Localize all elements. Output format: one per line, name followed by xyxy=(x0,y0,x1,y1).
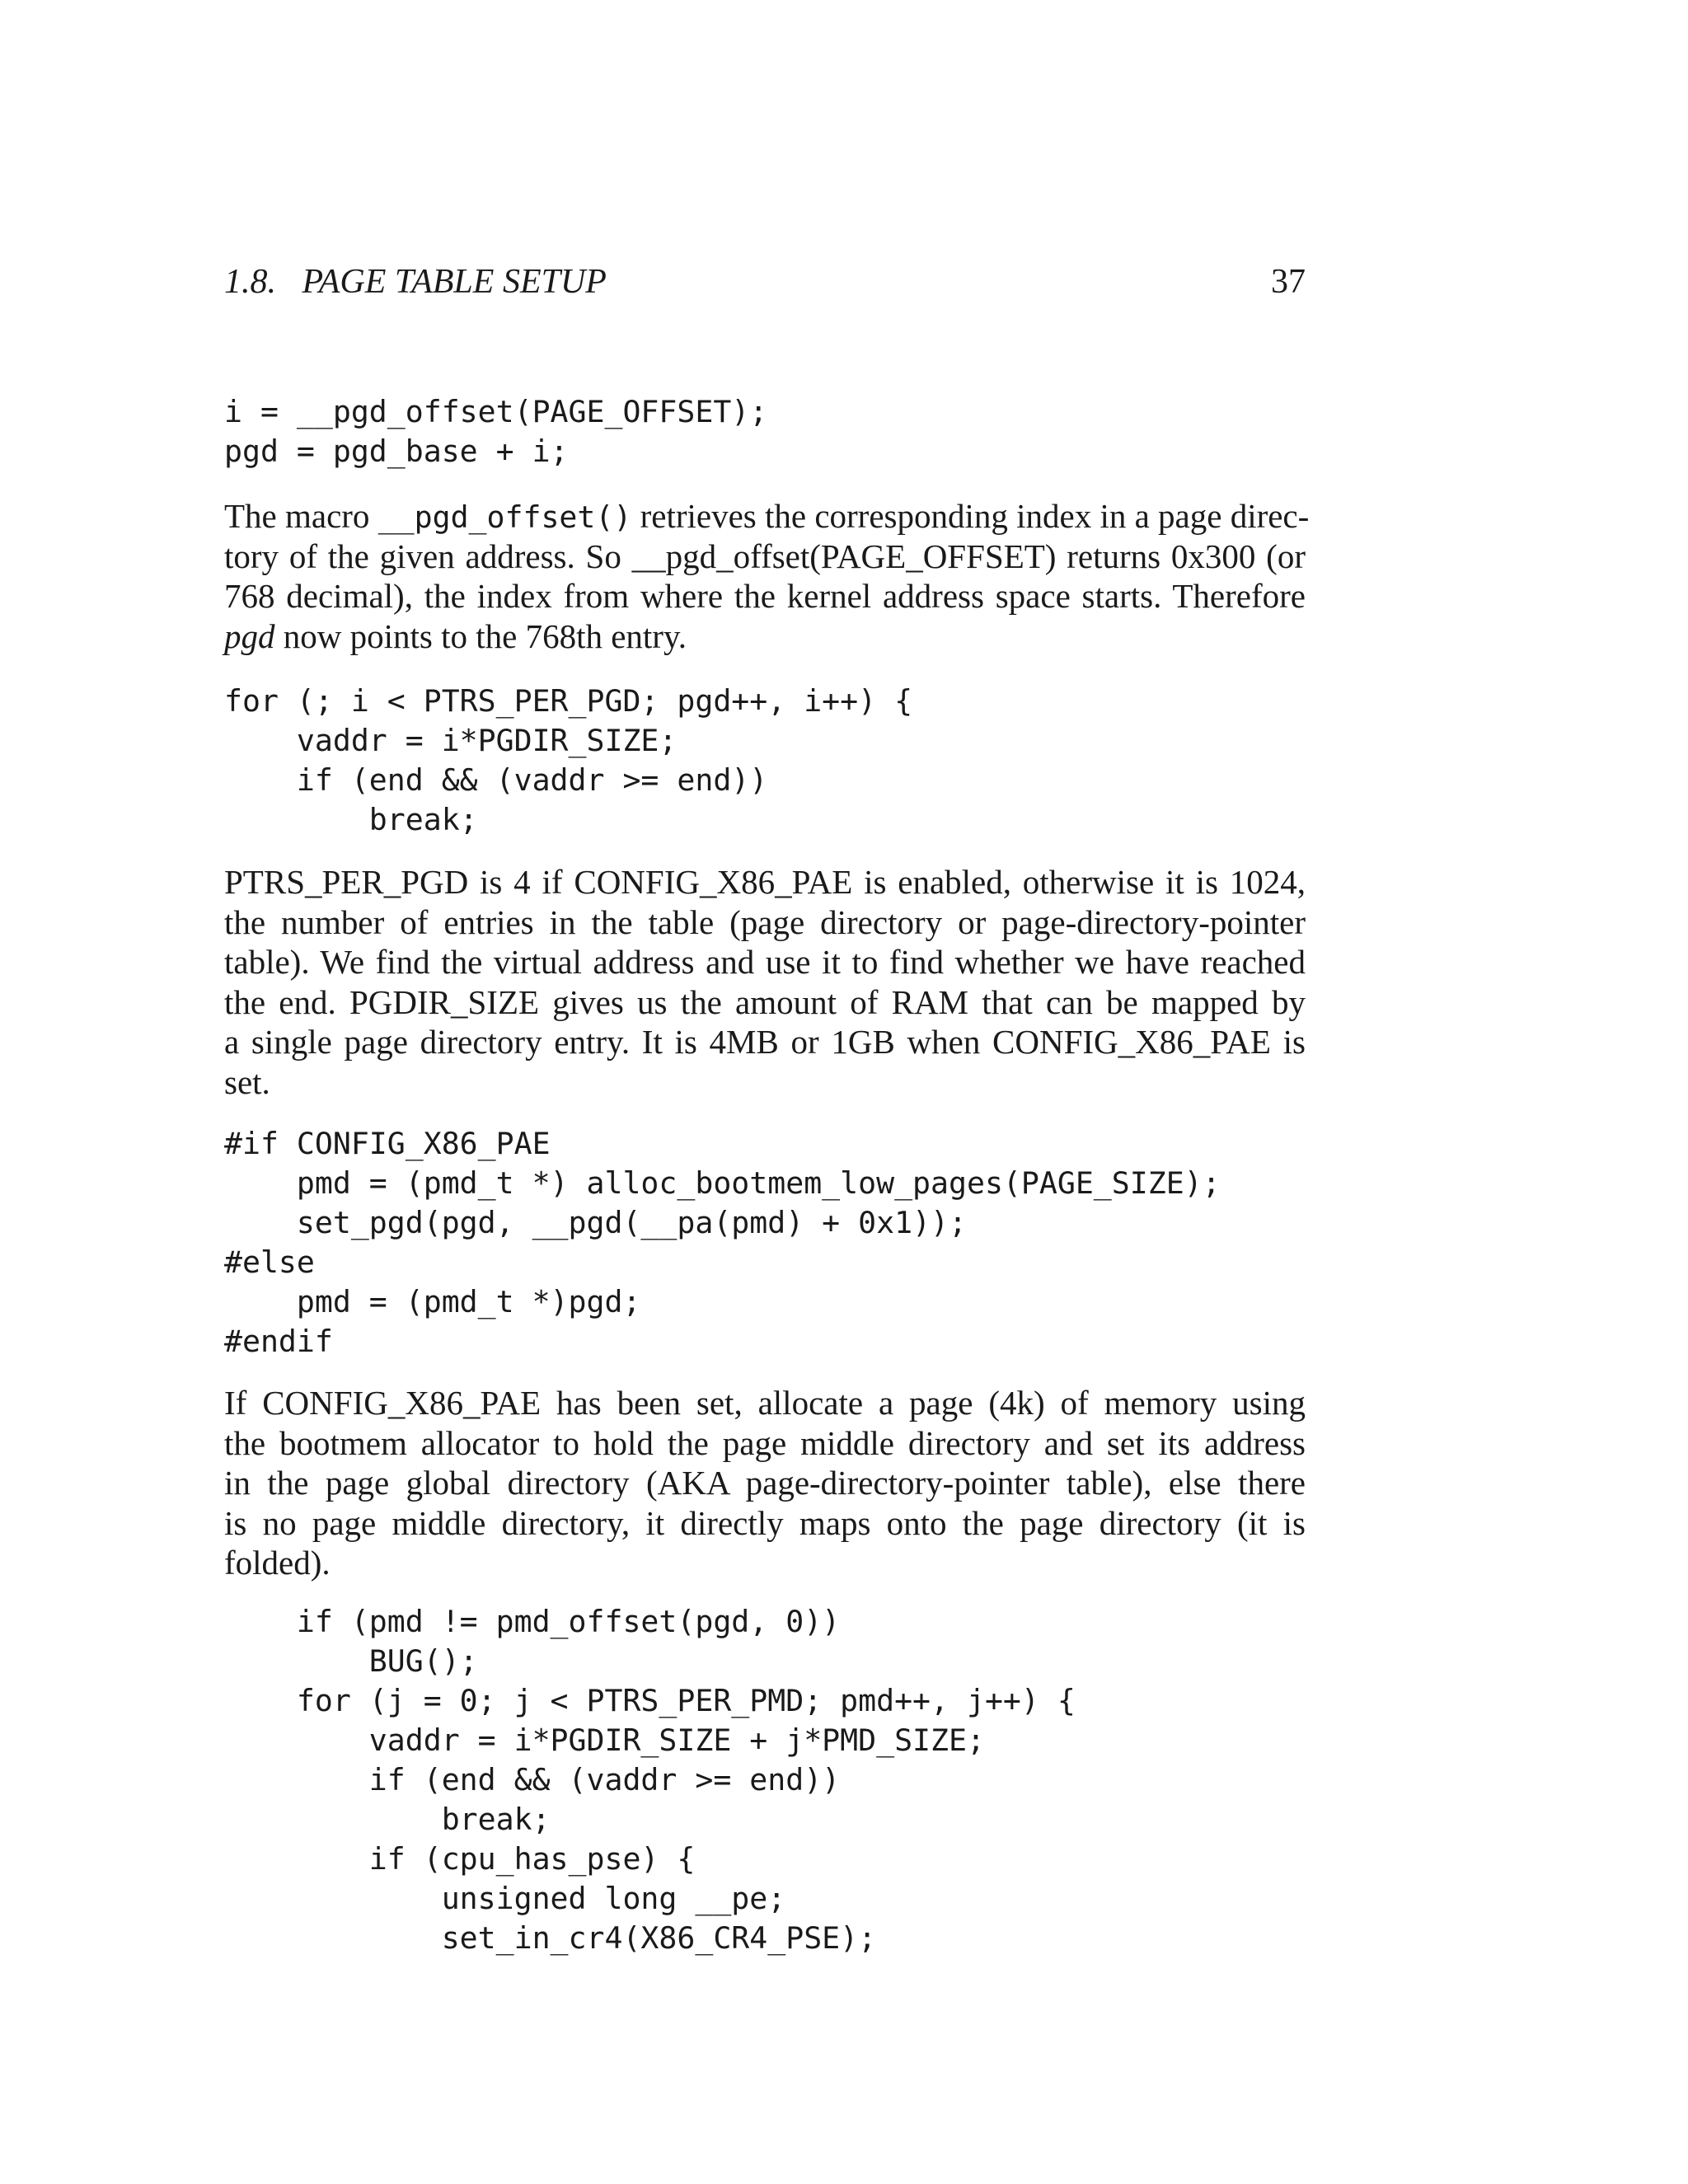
paragraph-line: table). We find the virtual address and use it to find whether we have reached xyxy=(224,943,1306,981)
paragraph-line: the bootmem allocator to hold the page middle directory and set its address xyxy=(224,1423,1306,1462)
code-block-pae-ifdef: #if CONFIG_X86_PAE pmd = (pmd_t *) alloc_bootmem_low_pages(PAGE_SIZE); set_pgd(pgd, __pgd(__pa(pmd) + 0x1)); #else pmd = (pmd_t *)pgd; #endif xyxy=(224,1126,1221,1359)
paragraph-line: PTRS_PER_PGD is 4 if CONFIG_X86_PAE is enabled, otherwise it is 1024, xyxy=(224,863,1306,901)
text-run: The macro xyxy=(224,497,378,535)
paragraph-line: the end. PGDIR_SIZE gives us the amount of RAM that can be mapped by xyxy=(224,982,1306,1021)
text-run: retrieves the corresponding index in a page direc- xyxy=(631,497,1310,535)
paragraph-line: If CONFIG_X86_PAE has been set, allocate a page (4k) of memory using xyxy=(224,1384,1306,1422)
paragraph-line: tory of the given address. So __pgd_offset(PAGE_OFFSET) returns 0x300 (or xyxy=(224,537,1306,575)
paragraph-line: in the page global directory (AKA page-directory-pointer table), else there xyxy=(224,1464,1306,1502)
paragraph-line: the number of entries in the table (page directory or page-directory-pointer xyxy=(224,902,1306,941)
paragraph-line: a single page directory entry. It is 4MB or 1GB when CONFIG_X86_PAE is xyxy=(224,1023,1306,1061)
paragraph-line: 768 decimal), the index from where the kernel address space starts. Therefore xyxy=(224,577,1306,615)
text-run: now points to the 768th entry. xyxy=(274,616,687,655)
paragraph-line: folded). xyxy=(224,1544,331,1582)
code-block-pgd-offset: i = __pgd_offset(PAGE_OFFSET); pgd = pgd_base + i; xyxy=(224,394,768,469)
paragraph-line: set. xyxy=(224,1062,270,1101)
paragraph-pgd-offset-explanation xyxy=(224,496,1310,656)
paragraph-line xyxy=(224,496,1310,537)
paragraph-line: is no page middle directory, it directly maps onto the page directory (it is xyxy=(224,1503,1306,1542)
code-block-pgd-loop: for (; i < PTRS_PER_PGD; pgd++, i++) { vaddr = i*PGDIR_SIZE; if (end && (vaddr >= end)) break; xyxy=(224,683,913,837)
italic-term: pgd xyxy=(224,616,275,655)
paragraph-line xyxy=(224,616,1306,657)
section-title: 1.8. PAGE TABLE SETUP xyxy=(224,263,607,301)
paragraph-pae-allocation xyxy=(224,1383,1306,1583)
inline-code: __pgd_offset() xyxy=(377,499,632,535)
paragraph-ptrs-per-pgd xyxy=(224,862,1306,1102)
code-block-pmd-loop: if (pmd != pmd_offset(pgd, 0)) BUG(); for (j = 0; j < PTRS_PER_PMD; pmd++, j++) { vaddr = i*PGDIR_SIZE + j*PMD_SIZE; if (end && (vaddr >= end)) break; if (cpu_has_pse) { unsigned long __pe; set_in_cr4(X86_CR4_PSE); xyxy=(296,1604,1076,1956)
running-header xyxy=(224,257,1306,307)
page-number: 37 xyxy=(1271,263,1306,301)
